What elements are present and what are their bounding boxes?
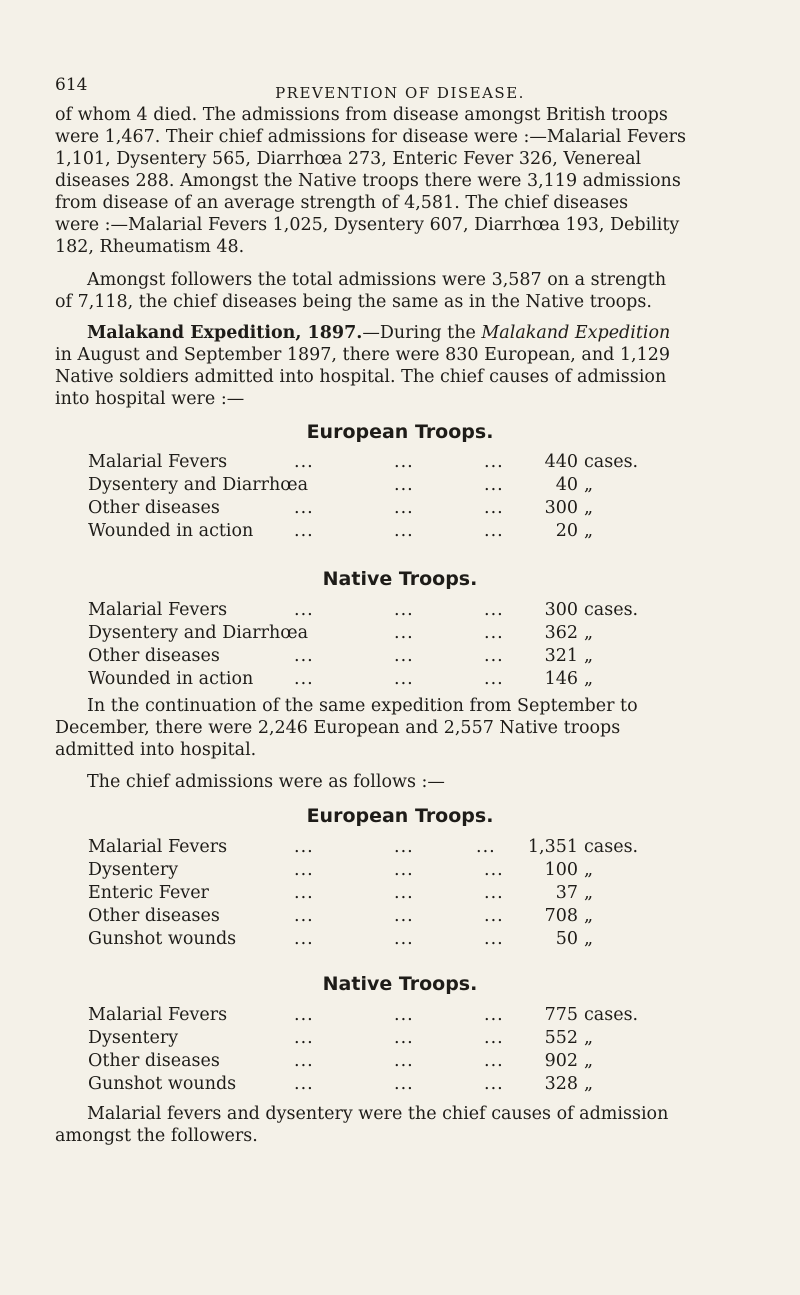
row-unit: „ [584, 623, 594, 643]
row-value: 50 [555, 929, 578, 949]
row-unit: „ [584, 906, 594, 926]
table1-native-heading: Native Troops. [322, 568, 478, 590]
row-unit: „ [584, 883, 594, 903]
row-unit: „ [584, 498, 594, 518]
row-unit: „ [584, 929, 594, 949]
paragraph-continuation [55, 695, 750, 761]
row-label: Malarial Fevers [88, 1005, 228, 1025]
row-label: Wounded in action [88, 521, 254, 541]
text-line: from disease of an average strength of 4,581. The chief diseases [55, 193, 629, 213]
table-row: Dysentery ... ... ... 552 „ [88, 1028, 594, 1048]
text-line: diseases 288. Amongst the Native troops there were 3,119 admissions [55, 171, 681, 191]
section-heading: Malakand Expedition, 1897. [87, 323, 363, 343]
text-line: amongst the followers. [55, 1126, 258, 1146]
table-row: Enteric Fever ... ... ... 37 „ [88, 883, 594, 903]
row-value: 328 [544, 1074, 578, 1094]
table-row: Malarial Fevers ... ... ... 300 cases. [88, 600, 639, 620]
text-line: in August and September 1897, there were 830 European, and 1,129 [55, 345, 670, 365]
text-line: In the continuation of the same expedition from September to [87, 696, 638, 716]
row-value: 20 [555, 521, 578, 541]
paragraph-followers [55, 269, 750, 313]
row-unit: „ [584, 521, 594, 541]
row-label: Malarial Fevers [88, 452, 228, 472]
row-label: Other diseases [88, 646, 220, 666]
row-label: Malarial Fevers [88, 600, 228, 620]
table-row: Gunshot wounds ... ... ... 50 „ [88, 929, 594, 949]
text-line: Native soldiers admitted into hospital. The chief causes of admission [55, 367, 667, 387]
table-row: Other diseases ... ... ... 708 „ [88, 906, 594, 926]
row-label: Gunshot wounds [88, 1074, 237, 1094]
row-unit: „ [584, 1028, 594, 1048]
text-fragment: —During the [362, 323, 482, 343]
italic-fragment: Malakand Expedition [481, 323, 671, 343]
text-line: The chief admissions were as follows :— [87, 772, 445, 792]
text-line: Malarial fevers and dysentery were the chief causes of admission [87, 1104, 669, 1124]
row-label: Enteric Fever [88, 883, 209, 903]
row-label: Gunshot wounds [88, 929, 237, 949]
row-value: 708 [544, 906, 578, 926]
text-line: of 7,118, the chief diseases being the same as in the Native troops. [55, 292, 652, 312]
row-unit: cases. [584, 1005, 639, 1025]
row-value: 552 [544, 1028, 578, 1048]
row-value: 440 [544, 452, 578, 472]
row-value: 362 [544, 623, 578, 643]
table-row: Gunshot wounds ... ... ... 328 „ [88, 1074, 594, 1094]
table-row: Wounded in action ... ... ... 146 „ [88, 669, 594, 689]
row-label: Dysentery and Diarrhœa [88, 475, 308, 495]
row-unit: „ [584, 1074, 594, 1094]
row-label: Other diseases [88, 498, 220, 518]
row-unit: „ [584, 1051, 594, 1071]
table-row: Malarial Fevers ... ... ... 440 cases. [88, 452, 639, 472]
text-line: of whom 4 died. The admissions from disease amongst British troops [55, 105, 668, 125]
row-unit: „ [584, 475, 594, 495]
table1-native [88, 600, 708, 692]
table-row: Malarial Fevers ... ... ... 775 cases. [88, 1005, 639, 1025]
table2-european-heading: European Troops. [306, 805, 494, 827]
paragraph-chief-admissions [55, 771, 750, 793]
row-value: 40 [555, 475, 578, 495]
text-line: were :—Malarial Fevers 1,025, Dysentery 607, Diarrhœa 193, Debility [55, 215, 680, 235]
table-row: Other diseases ... ... ... 300 „ [88, 498, 594, 518]
paragraph-followers-causes [55, 1103, 750, 1147]
row-value: 300 [544, 498, 578, 518]
running-head: PREVENTION OF DISEASE. [275, 84, 525, 102]
text-line: 182, Rheumatism 48. [55, 237, 245, 257]
row-unit: „ [584, 860, 594, 880]
row-label: Dysentery [88, 1028, 179, 1048]
table-row: Other diseases ... ... ... 902 „ [88, 1051, 594, 1071]
table2-native-heading: Native Troops. [322, 973, 478, 995]
text-line: Amongst followers the total admissions were 3,587 on a strength [87, 270, 667, 290]
row-value: 321 [544, 646, 578, 666]
table-row: Dysentery and Diarrhœa ... ... 40 „ [88, 475, 594, 495]
row-value: 37 [555, 883, 578, 903]
paragraph-british-troops [55, 104, 750, 258]
row-unit: cases. [584, 600, 639, 620]
text-line: were 1,467. Their chief admissions for disease were :—Malarial Fevers [55, 127, 686, 147]
paragraph-malakand [55, 322, 750, 410]
table-row: Dysentery ... ... ... 100 „ [88, 860, 594, 880]
text-line [55, 322, 750, 344]
table-row: Other diseases ... ... ... 321 „ [88, 646, 594, 666]
table2-native [88, 1005, 708, 1097]
row-value: 1,351 [527, 837, 578, 857]
table2-european [88, 837, 708, 952]
table1-european-heading: European Troops. [306, 421, 494, 443]
row-label: Wounded in action [88, 669, 254, 689]
table-row: Dysentery and Diarrhœa ... ... 362 „ [88, 623, 594, 643]
row-label: Other diseases [88, 1051, 220, 1071]
table-row: Wounded in action ... ... ... 20 „ [88, 521, 594, 541]
row-value: 902 [544, 1051, 578, 1071]
text-line: admitted into hospital. [55, 740, 257, 760]
row-value: 775 [544, 1005, 578, 1025]
row-unit: cases. [584, 837, 639, 857]
page-number: 614 [55, 75, 88, 95]
row-value: 100 [544, 860, 578, 880]
row-label: Dysentery and Diarrhœa [88, 623, 308, 643]
row-unit: „ [584, 669, 594, 689]
text-line: 1,101, Dysentery 565, Diarrhœa 273, Enteric Fever 326, Venereal [55, 149, 642, 169]
row-unit: cases. [584, 452, 639, 472]
row-unit: „ [584, 646, 594, 666]
row-label: Other diseases [88, 906, 220, 926]
text-line: December, there were 2,246 European and 2,557 Native troops [55, 718, 621, 738]
row-value: 300 [544, 600, 578, 620]
row-value: 146 [544, 669, 578, 689]
table-row: Malarial Fevers ... ... ... 1,351 cases. [88, 837, 639, 857]
row-label: Malarial Fevers [88, 837, 228, 857]
text-line: into hospital were :— [55, 389, 245, 409]
row-label: Dysentery [88, 860, 179, 880]
table1-european [88, 452, 708, 544]
